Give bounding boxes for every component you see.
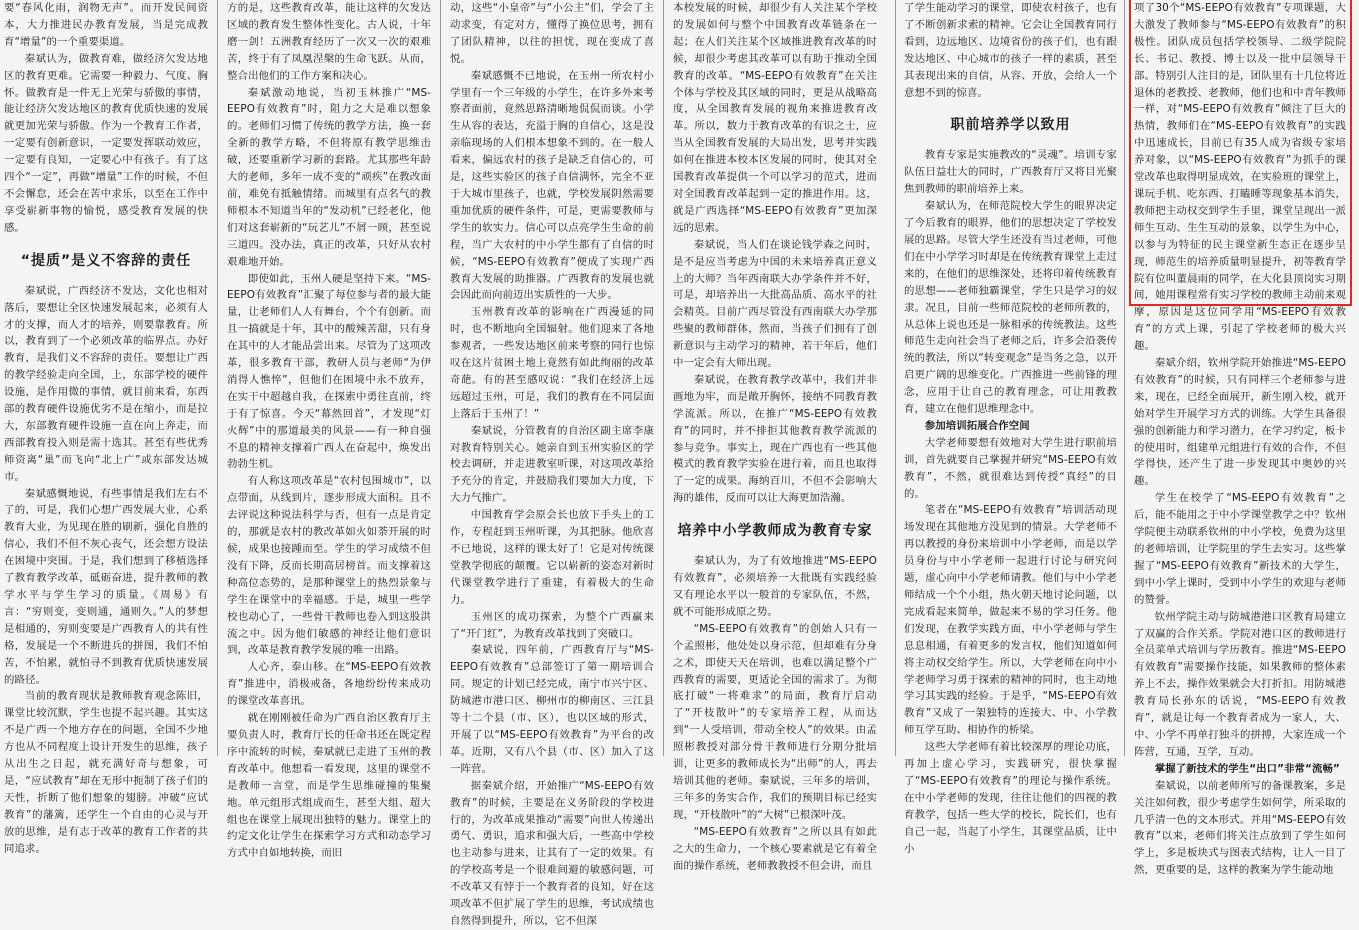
column-6-para-2: 学生在校学了“MS-EEPO有效教育”之后，能不能用之于中小学课堂教学之中？钦州学院便主动联系钦州的中小学校，免费为这里的老师培训，让学院里的学生去实习。这些掌握了“MS-EEPO有效教育”新技术的大学生，到中小学上课时，受到中小学生的欢迎与老师的赞誉。 [1134,492,1346,606]
column-5-subheading: 参加培训拓展合作空间 [924,419,1030,432]
column-5-para-1: 教育专家是实施教改的“灵魂”。培训专家队伍日益壮大的同时，广西教育厅又将目光聚焦到教师的职前培养上来。 [904,149,1117,196]
column-4-para-2: 秦斌说，在教育教学改革中，我们并非画地为牢，而是敞开胸怀，接纳不同教育教学流派。所以，在推广“MS-EEPO有效教育”的同时，并不排拒其他教育教学流派的参与竞争。事实上，现在广西也有一些其他模式的教育教学实验在进行着，而且也取得了一定的成果。海纳百川，不但不会影响大海的雄伟，反而可以让大海更加浩瀚。 [673,373,877,505]
column-4-para-3: 秦斌认为，为了有效地推进“MS-EEPO有效教育”，必须培养一大批既有实践经验又有理论水平以一般首的专家队伍，不然，就不可能形成原之势。 [673,555,877,618]
column-rule [217,0,218,756]
column-4-para-0: 本校发展的时候，却很少有人关注某个学校的发展如何与整个中国教育改革链条在一起；在人们关注某个区域推进教育改革的时候，却很少考虑其改革可以有助于推动全国教育的改革。“MS-EEPO有效教育”在关注个体与学校及其区域的同时，更是从战略高度，从全国教育发展的视角来推进教育改革。所以，数力于教育改革的有识之士，应当从全国教育发展的大局出发，思考并实践如何在推进本校本区发展的同时，使其对全国教育改革提供一个可以学习的范式，进而对全国教育改革起到一定的推进作用。这，就是广西选择“MS-EEPO有效教育”更加深远的思索。 [673,2,877,234]
column-5-para-4: 笔者在“MS-EEPO有效教育”培训活动现场发现在其他地方没见到的情景。大学老师不再以教授的身份来培训中小学老师，而是以学员身份与中小学老师一起进行讨论与研究问题，虚心向中小学老师请教。他们与中小学老师结成一个个小组，热火朝天地讨论问题，以完成看起来简单，做起来不易的学习任务。他们发现，在教学实践方面，中小学老师与学生息息相通，有着更多的发言权，他们知道如何将主动权交给学生。所以，大学老师在向中小学老师学习勇于探索的精神的同时，也主动地学习其实践的经验。于是乎，“MS-EEPO有效教育”又成了一架独特的连接大、中、小学教师互学互助、相协作的桥梁。 [904,504,1117,737]
column-2 [227,0,431,860]
column-2-para-3: 有人称这项改革是“农村包围城市”，以点带面，从线到片，逐步形成大面积。且不去评说这种说法科学与否，但有一点是肯定的，那就是农村的教改革如火如荼开展的时候，成果也接踵而至。学生的学习成绩不但没有下降，反而长期高居榜首。而支撑着这种高位态势的，是那种课堂上的热烈景象与学生在课堂中的幸福感。于是，城里一些学校也动心了，一些骨干教师也卷入到这股洪流之中。因为他们敏感的神经让他们意识到，改革是教育教学发展的唯一出路。 [227,475,431,657]
column-2-para-0: 方的是，这些教育改革，能让这样的欠发达区域的教育发生整体性变化。古人说，十年磨一剑！五洲教育经历了一次又一次的艰难苦，终于有了凤凰涅槃的生命飞跃。从而，整合出他们的工作方案和决心。 [227,2,431,82]
column-3-para-2: 玉州教育改革的影响在广西漫延的同时，也不断地向全国辐射。他们迎来了各地参观者，一些发达地区前来考察的同行也惊叹在这片贫困土地上竟然有如此绚丽的改革奇葩。有的甚至感叹说：“我们在经济上远远超过玉州，可是，我们的教育在不同层面上落后于玉州了！” [450,306,654,420]
column-3-para-0: 动，这些“小皇帝”与“小公主”们，学会了主动求变，有定对方，懂得了换位思考，拥有了团队精神，以往的担忧，现在变成了喜悦。 [450,2,654,65]
column-rule [895,0,896,756]
column-2-para-4: 人心齐，泰山移。在“MS-EEPO有效教育”推进中，消极戒备，各地纷纷传来成功的课堂改革喜讯。 [227,661,431,708]
section-heading-pre-service: 职前培养学以致用 [950,117,1071,134]
section-heading-tizhi: “提质”是义不容辞的责任 [20,252,192,269]
column-6-para-1: 秦斌介绍，钦州学院开始推进“MS-EEPO有效教育”的时候，只有同样三个老师参与进来，现在，已经全面展开，新生刚入校，就开始对学生开展学习方式的训练。大学生具备很强的创新能力和学习潜力，在学习约定，板卡的使用时，组建单元组进行有效的合作，不但学得快，还产生了进一步发现其中奥妙的兴趣。 [1134,357,1346,488]
column-1-para-1: 秦斌认为，做教育难，做经济欠发达地区的教育更难。它需要一种毅力、气度、胸怀。做教育是一件无上光荣与骄傲的事情，能让经济欠发达地区的教育优质快速的发展就更加光荣与骄傲。作为一个教育工作者，一定要有创新意识，一定要发挥联动效应，一定要有良知，一定要心中有孩子。有了这四个“一定”，再做“增量”工作的时候，不但不会懈怠，还会在苦中求乐，以至在工作中享受崭新事物的愉悦，感受教育发展的快感。 [4,52,208,234]
column-rule [663,0,664,756]
column-rule [440,0,441,756]
section-heading-teachers-experts: 培养中小学教师成为教育专家 [677,523,873,540]
column-2-para-5: 就在刚刚被任命为广西自治区教育厅主要负责人时，教育厅长的任命书还在既定程序中流转的时候，秦斌就已走进了玉州的教育改革中。他想看一看发现，这里的课堂不是教师一言堂，而是学生思维碰撞的集聚地。单元组形式组成而生，甚至大组、超大组也在课堂上展现出独特的魅力。课堂上的约定文化让学生在探索学习方式和动态学习方式中自如地转换，而旧 [227,712,431,860]
column-3-para-7: 据秦斌介绍，开始推广“MS-EEPO有效教育”的时候，主要是在义务阶段的学校进行的，为改革成果推动“需要”向世人传递出勇气、勇识，追求和强大后，一些高中学校也主动参与进来，让其有了一定的效果。有的学校高考是一个很难间避的敏感问题，可不改革又有悖于一个教育者的良知，好在这项改革不但扩展了学生的思维，考试成绩也自然得到提升，所以，它不但深 [450,779,654,927]
column-3-para-6: 秦斌说，四年前，广西教育厅与“MS-EEPO有效教育”总部签订了第一期培训合同。规定的计划已经完成，南宁市兴宁区、防城港市港口区、柳州市的柳南区、三江县等十二个县（市、区），也以区域的形式，开展了以“MS-EEPO有效教育”为平台的改革。近期，又有八个县（市、区）加入了这一阵营。 [450,644,654,775]
column-4 [673,0,877,872]
column-4-para-1: 秦斌说，当人们在谈论钱学森之问时，是不是应当考虑为中国的未来培养真正意义上的大师？当年西南联大办学条件并不好，可是，却培养出一大批高品质、高水平的社会精英。目前广西尽管没有西南联大办学那些聚的教师群体，然而，当孩子们拥有了创新意识与主动学习的精神，若干年后，他们中一定会有大师出现。 [673,238,877,370]
column-5 [904,0,1117,855]
column-6 [1134,0,1346,877]
column-6-para-0: 项了30个“MS-EEPO有效教育”专项课题，大大激发了教师参与“MS-EEPO有效教育”的积极性。团队成员包括学校领导、二级学院院长、书记、教授、博士以及一批中层领导干部。特别引人注目的是，团队里有十几位将近退休的老教授、老教师，他们也和中青年教师一样，对“MS-EEPO有效教育”倾注了巨大的热情，教师们在“MS-EEPO有效教育”的实践中迅速成长，目前已有35人成为省级专家培养对象，以“MS-EEPO有效教育”为抓手的课堂改革也取得明显成效，在实验班的课堂上，课玩手机、吃东西、打瞌睡等现象基本消失，教师把主动权交到学生手里，课堂呈现出一派师生互动、生生互动的景象，以学生为中心，以参与为特征的民主课堂新生态正在逐步呈现，师范生的培养质量明显提升，初等教育学院有位叫董晨雨的同学，在大化县顶岗实习期间，她用课程常有实习学校的教师主动前来观摩，原因是这位同学用“MS-EEPO有效教育”的方式上课，引起了学校老师的极大兴趣。 [1134,2,1346,353]
column-2-para-1: 秦斌激动地说，当初玉林推广“MS-EEPO有效教育”时，阻力之大是难以想象的。老师们习惯了传统的教学方法，换一套全新的教学方略，不但将原有教学思维击破，还要重新学习新的套路。尤其那些年龄大的老师，多年一成不变的“顽疾”在教改面前，难免有抵触情绪。而城里有点名气的教师根本不知道当年的“发动机”已经老化，他们对这套崭新的“玩艺儿”不屑一顾，甚至说三道四。没办法，真正的改革，只好从农村艰难地开始。 [227,86,431,268]
column-1-para-0: 要“春风化雨，润物无声”。而开发民间资本，大力推进民办教育发展，当是完成教育“增量”的一个重要渠道。 [4,2,208,48]
column-4-para-5: “MS-EEPO有效教育”之所以具有如此之大的生命力，一个核心要素就是它有着全面的操作系统，老师教教授不但会讲，而且 [673,825,877,872]
column-5-para-5: 这些大学老师有着比较深厚的理论功底，再加上虚心学习，实践研究，很快掌握了“MS-EEPO有效教育”的理论与操作系统。在中小学老师的发现，往往让他们的四视的教育教学，包括一些大学的校长，院长们，也有自己一起，当起了小学生，其课堂品质，让中小 [904,741,1117,855]
column-2-para-2: 即使如此，玉州人硬是坚持下来。“MS-EEPO有效教育”汇聚了每位参与者的最大能量，让老师们人人有舞台，个个有创新。而且一搞就是十年，其中的酸辣苦甜，只有身在其中的人才能品尝出来。尽管为了这项改革，很多教育干部，教研人员与老师“为伊消得人憔悴”，但他们在困境中永不放弃，在实干中超越自我，在探索中勇往直前，终于有了惊喜。今天“幕然回首”，才发现“灯火辉”中的那道最美的风景——有一种自强不息的精神支撑着广西人在奋起中，焕发出勃勃生机。 [227,272,431,471]
column-6-para-4: 秦斌说，以前老师所写的备课教案，多是关注如何教，很少考虑学生如何学，所采取的几乎清一色的文本形式。并用“MS-EEPO有效教育”以来，老师们将关注点放到了学生如何学上，多是板块式与图表式结构，让人一目了然，更重要的是，这样的教案为学生能动地 [1134,779,1346,877]
column-3-para-3: 秦斌说，分管教育的自治区副主席李康对教育特别关心。她亲自到玉州实验区的学校去调研，并走进教室听课，对这项改革给予充分的肯定，并鼓励我们要加大力度，下大力气推广。 [450,424,654,505]
column-6-para-3: 钦州学院主动与防城港港口区教育局建立了双赢的合作关系。学院对港口区的教师进行全员菜单式培训与学历教育。推进“MS-EEPO有效教育”需要操作技能，如果教师的整体素养上不去，操作效果就会大打折扣。用防城港教育局长孙东的话说，“MS-EEPO有效教育”，就是让每一个教育者成为一家人，大、中、小学不再单打独斗的拼搏，大家连成一个阵营，互通，互学，互动。 [1134,610,1346,758]
column-5-para-0: 了学生能动学习的课堂，即使农村孩子，也有了不断创新求索的精神。它会让全国教育同行看到，边远地区、边境省份的孩子们，也有跟发达地区、中心城市的孩子一样的素质，甚至其表现出来的自信，从容、开放，会给人一个意想不到的惊喜。 [904,2,1117,99]
column-1-para-2: 秦斌说，广西经济不发达，文化也相对落后，要想让全区快速发展起来，必须有人才的支撑，而人才的培养，则要靠教育。所以，教育到了一个必须改革的临界点。办好教育，是我们义不容辞的责任。要想让广西的教学经验走向全国，上，东部学校的硬件设施，是作用微的事情，就目前来看，东西部的教育硬件设施优劣不是在缩小，而是拉大，东部教育硬件设施一直在向上奔走，而西部教育投入则是需十选其。甚至有些优秀师资离“巢”而飞向“北上广”或东部发达城市。 [4,284,208,483]
column-1 [4,0,208,855]
column-6-subheading: 掌握了新技术的学生“出口”非常“流畅” [1154,762,1340,775]
column-1-para-3: 秦斌感慨地说，有些事情是我们左右不了的，可是，我们心想广西发展大业，心系教育大业，为见现在胜的刷新，强化自胜的信心，我们不但不灰心丧气，还会想方设法在困境中突围。于是，我们想到了移植选择了教育教学改革，砥砺奋进，提升教师的教学水平与学生学习的质量。《周易》有言：“穷则变，变则通，通则久。”人的梦想是相通的，穷则变要是广西教育人的共有性格，发展是一个不断进兵的拼图，我们不怕苦，不怕累，就怕寻不到教育优质快速发展的路径。 [4,487,208,686]
column-3-para-5: 玉州区的成功探索，为整个广西赢来了“开门红”，为教育改革找到了突破口。 [450,610,654,640]
column-3-para-4: 中国教育学会原会长也放下手头上的工作，专程赶到玉州听课，为其把脉。他欣喜不已地说，这样的课太好了！它是对传统课堂教学彻底的颠覆。它以崭新的姿态对新时代课堂教学进行了重建，有着极大的生命力。 [450,509,654,606]
column-3 [450,0,654,927]
column-4-para-4: “MS-EEPO有效教育”的创始人只有一个孟照彬，他处处以身示范，但却难有分身之术，即使天天在培训，也难以满足整个广西教育的需要，更适论全国的需求了。为彻底打破“一将难求”的局面，教育厅启动了“开枝散叶”的专家培养工程，从而达到“一人受培训，带动全校人”的效果。由孟照彬教授对部分骨干教师进行分期分批培训，让更多的教师成长为“出师”的人，再去培训其他的老师。秦斌说，三年多的培训，三年多的务实合作，我们的预期目标已经实现，“开枝散叶”的“大树”已根深叶茂。 [673,622,877,821]
column-1-para-4: 当前的教育现状是教师教育观念陈旧，课堂比较沉默，学生也提不起兴趣。其实这不是广西一个地方存在的问题，全国不少地方也从不同程度上设计开发生的思维，孩子从出生之日起，就充满好奇与想象，可是，“应试教育”却在无形中扼制了孩子们的天性，折断了他们想象的翅膀。冲破“应试教育”的藩篱，还学生一个自由的心灵与开放的思维，是有志于改革的教育工作者的共同追求。 [4,690,208,855]
column-5-para-2: 秦斌认为，在师范院校大学生的眼界决定了今后教育的眼界，他们的思想决定了学校发展的思路。尽管大学生还没有当过老师，可他们在中小学学习时却是在传统教育课堂上走过来的，在他们的思维深处，还将印着传统教育的思想——老师独霸课堂，学生只是学习的奴隶。况且，目前一些师范院校的老师所教的，从总体上说也还是一脉相承的传统教法。这些师范生走向社会当了老师之后，许多会沿袭传统的教法，所以“转变观念”是当务之急，以开启更广阔的思维变化。广西推进一些前锋的理念，应用于让自己的教育理念，可让用教教育，建立在他们思维理念中。 [904,200,1117,416]
column-3-para-1: 秦斌感慨不已地说，在玉州一所农村小学里有一个三年级的小学生，在许多外来考察者面前，竟然思路清晰地侃侃而谈。小学生从容的表达，充溢于胸的自信心，这是没亲临现场的人们根本想象不到的。在一般人看来，偏远农村的孩子是缺乏自信心的，可是，这些实验区的孩子自信满怀，完全不亚于大城市里孩子，也就，学校发展阴然需要重加优质的硬件条件，可是，更需要教师与学生的软实力。信心可以点亮学生生命的前程，当广大农村的中小学生都有了自信的时候，“MS-EEPO有效教育”便成了实现广西教育大发展的助推器。广西教育的发展也就会因此而向前迈出实质性的一大步。 [450,69,654,302]
column-5-para-3: 大学老师要想有效地对大学生进行职前培训，首先就要自己掌握并研究“MS-EEPO有效教育”，不然，就很难达到传授“真经”的目的。 [904,436,1117,500]
column-rule [1124,0,1125,756]
